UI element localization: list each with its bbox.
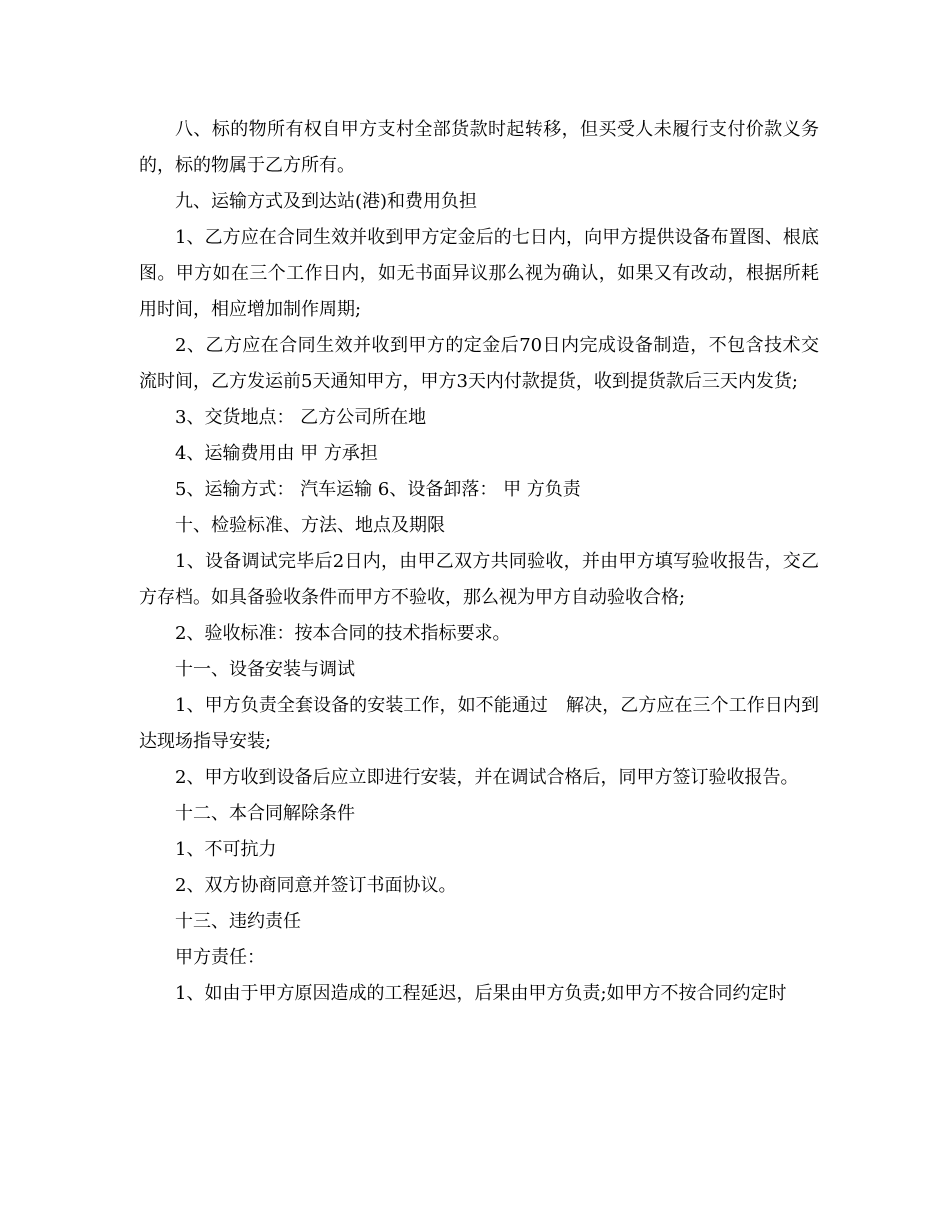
section-9-heading: 九、运输方式及到达站(港)和费用负担 [175,191,478,212]
section-12-item-2: 2、双方协商同意并签订书面协议。 [175,875,457,896]
section-12-heading: 十二、本合同解除条件 [175,803,355,824]
section-9-item-1: 1、乙方应在合同生效并收到甲方定金后的七日内，向甲方提供设备布置图、根底图。甲方如在三个工作日内，如无书面异议那么视为确认，如果又有改动，根据所耗用时间，相应增加制作周期; [139,227,819,320]
section-9-item-2: 2、乙方应在合同生效并收到甲方的定金后70日内完成设备制造，不包含技术交流时间，乙方发运前5天通知甲方，甲方3天内付款提货，收到提货款后三天内发货; [139,335,819,392]
section-10-item-2: 2、验收标准：按本合同的技术指标要求。 [175,623,511,644]
document-body [139,112,819,1012]
section-9-item-5-6: 5、运输方式： 汽车运输 6、设备卸落： 甲 方负责 [175,479,581,500]
clause-8-ownership: 八、标的物所有权自甲方支村全部货款时起转移，但买受人未履行支付价款义务的，标的物属于乙方所有。 [139,119,819,176]
section-10-heading: 十、检验标准、方法、地点及期限 [175,515,445,536]
section-13-item-1: 1、如由于甲方原因造成的工程延迟，后果由甲方负责;如甲方不按合同约定时 [175,983,787,1004]
party-a-responsibility-label: 甲方责任： [175,947,265,968]
section-13-heading: 十三、违约责任 [175,911,301,932]
section-12-item-1: 1、不可抗力 [175,839,277,860]
section-10-item-1: 1、设备调试完毕后2日内，由甲乙双方共同验收，并由甲方填写验收报告，交乙方存档。如具备验收条件而甲方不验收，那么视为甲方自动验收合格; [139,551,819,608]
section-11-item-2: 2、甲方收到设备后应立即进行安装，并在调试合格后，同甲方签订验收报告。 [175,767,799,788]
section-9-item-4: 4、运输费用由 甲 方承担 [175,443,378,464]
section-11-heading: 十一、设备安装与调试 [175,659,355,680]
section-9-item-3: 3、交货地点： 乙方公司所在地 [175,407,427,428]
section-11-item-1: 1、甲方负责全套设备的安装工作，如不能通过 解决，乙方应在三个工作日内到达现场指导安装; [139,695,819,752]
